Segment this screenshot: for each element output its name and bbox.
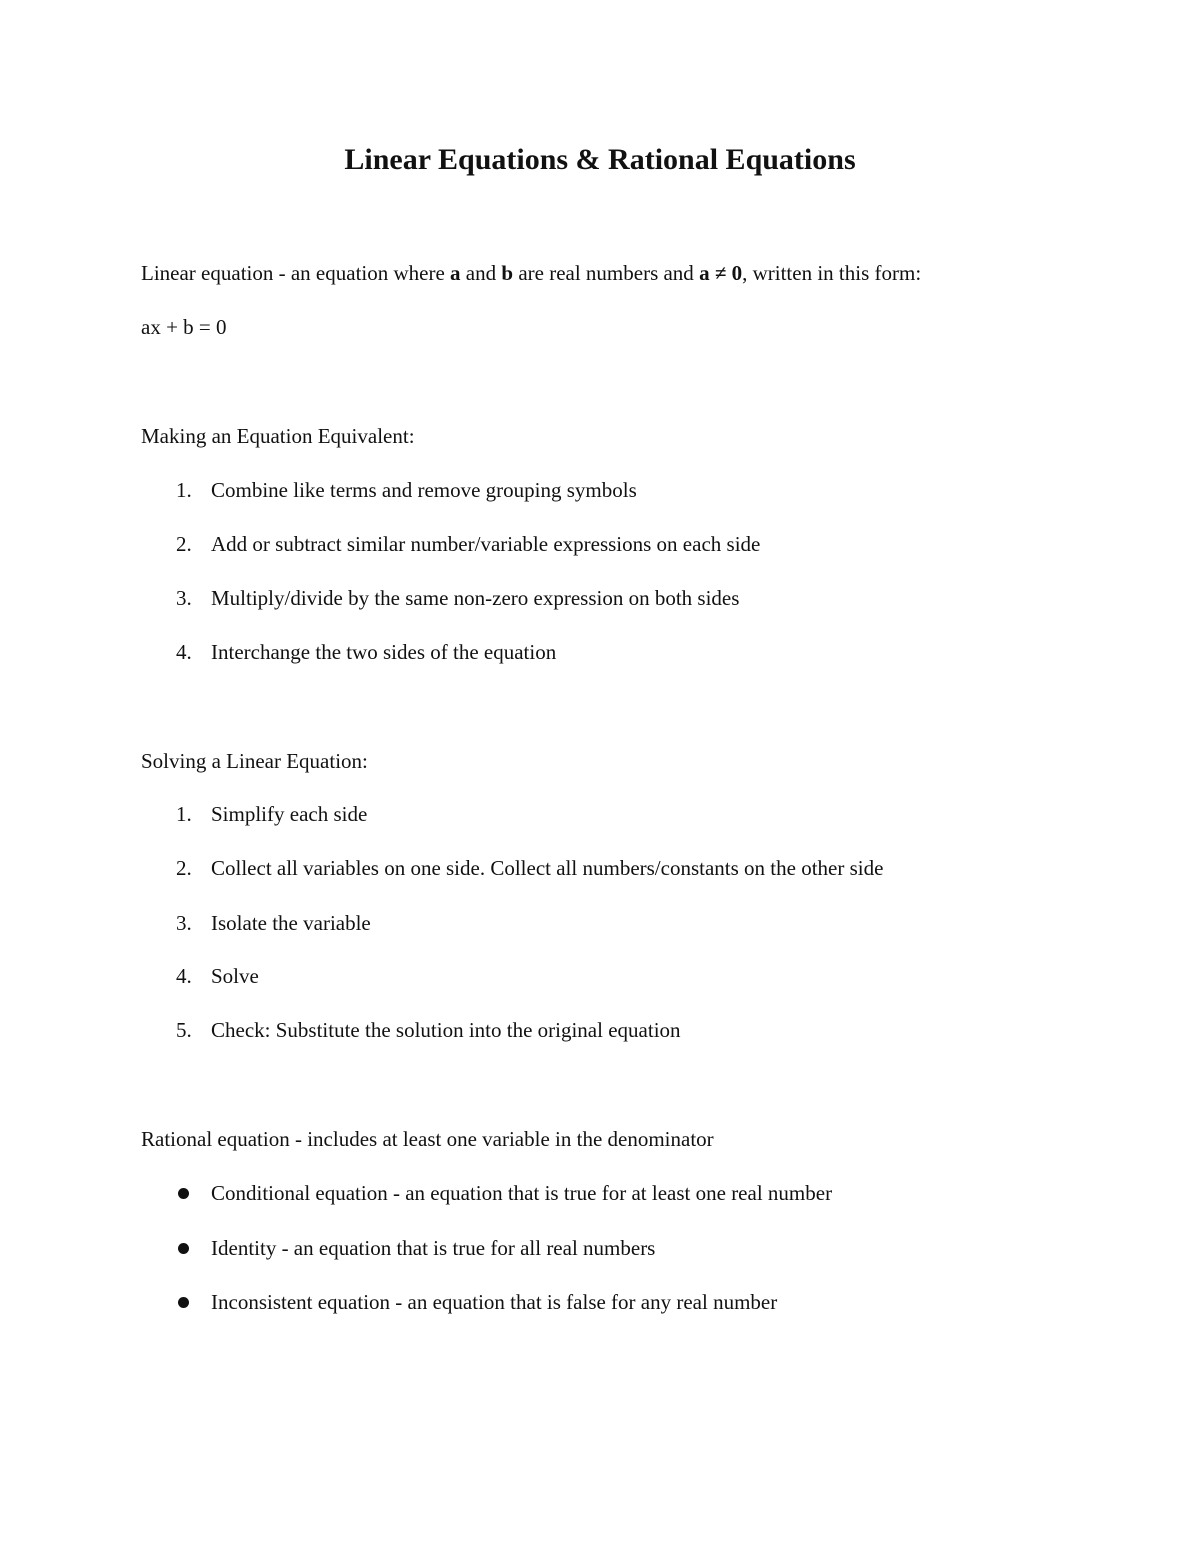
variable-a: a [450, 261, 461, 285]
list-number: 5. [176, 1018, 192, 1042]
section-heading-solving: Solving a Linear Equation: [141, 749, 368, 773]
list-item: Solve [211, 964, 259, 988]
list-number: 1. [176, 802, 192, 826]
list-number: 2. [176, 532, 192, 556]
list-item: Multiply/divide by the same non-zero expression on both sides [211, 586, 740, 610]
bullet-icon [178, 1188, 189, 1199]
list-item: Combine like terms and remove grouping symbols [211, 478, 637, 502]
list-item: Simplify each side [211, 802, 368, 826]
list-number: 3. [176, 911, 192, 935]
document-title: Linear Equations & Rational Equations [344, 143, 856, 176]
rational-equation-definition: Rational equation - includes at least one variable in the denominator [141, 1127, 714, 1151]
definition-text-2: and [460, 261, 502, 285]
list-number: 3. [176, 586, 192, 610]
condition-a-not-zero: a ≠ 0 [699, 261, 743, 285]
list-item: Identity - an equation that is true for all real numbers [211, 1236, 656, 1260]
definition-text-3: are real numbers and [513, 261, 700, 285]
linear-equation-definition [141, 259, 921, 287]
list-number: 4. [176, 964, 192, 988]
variable-b: b [501, 261, 514, 285]
bullet-icon [178, 1243, 189, 1254]
list-number: 1. [176, 478, 192, 502]
section-heading-equivalent: Making an Equation Equivalent: [141, 424, 415, 448]
definition-text-1: Linear equation - an equation where [141, 261, 451, 285]
list-item: Interchange the two sides of the equation [211, 640, 557, 664]
list-number: 4. [176, 640, 192, 664]
list-item: Collect all variables on one side. Collect all numbers/constants on the other side [211, 856, 884, 880]
definition-text-4: , written in this form: [742, 261, 922, 285]
list-item: Isolate the variable [211, 911, 371, 935]
list-item: Inconsistent equation - an equation that is false for any real number [211, 1290, 778, 1314]
bullet-icon [178, 1297, 189, 1308]
list-item: Conditional equation - an equation that is true for at least one real number [211, 1181, 833, 1205]
list-number: 2. [176, 856, 192, 880]
list-item: Check: Substitute the solution into the original equation [211, 1018, 681, 1042]
list-item: Add or subtract similar number/variable expressions on each side [211, 532, 761, 556]
standard-form-formula: ax + b = 0 [141, 315, 227, 339]
